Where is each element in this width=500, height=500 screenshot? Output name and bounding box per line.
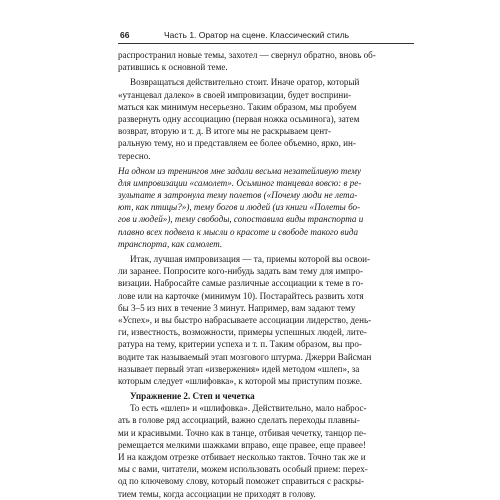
text-line: ремещается мелкими шажками вправо, еще правее, еще правее! (118, 439, 366, 450)
text-line: плавно всех подвела к мысли о красоте и свободе такого вида (118, 226, 359, 237)
text-line: «утанцевал далеко» в своей импровизации, будет восприни- (118, 89, 352, 100)
text-line: од по ключевому слову, который поможет справиться с раскры- (118, 476, 364, 487)
text-line: возврат, вторую и т. д. В итоге мы не раскрываем цент- (118, 126, 332, 137)
paragraph-3 (118, 253, 414, 387)
text-line: ли заранее. Попросите кого-нибудь задать вам тему для импро- (118, 266, 363, 277)
body-text (118, 49, 414, 500)
running-header (118, 29, 414, 44)
text-line: которым следует «шлифовка», к которой мы приступим позже. (118, 375, 363, 386)
text-line: распространил новые темы, захотел — свернул обратно, вновь об- (118, 50, 376, 60)
text-line: транспорта, как самолет. (118, 238, 223, 249)
text-line: визации. Набросайте самые различные ассоциации к теме в го- (118, 278, 364, 289)
paragraph-2 (118, 76, 414, 161)
text-line: Возвращаться действительно стоит. Иначе оратор, который (130, 77, 360, 88)
text-line: На одном из тренингов мне задали весьма незатейливую тему (118, 165, 361, 176)
paragraph-4 (118, 402, 414, 500)
text-line: бы 3–5 из них в течение 3 минут. Например, вам задают тему (118, 302, 356, 313)
italic-example-block (118, 165, 414, 250)
text-line: ги, известность, возможности, примеры успешных людей, лите- (118, 327, 367, 338)
text-line: тересно. (118, 150, 151, 161)
text-line: тием темы, когда ассоциации не приходят в голову. (118, 488, 316, 499)
text-line: ратура на тему, критерии успеха и т. п. Таким образом, вы про- (118, 339, 362, 350)
text-line: маться как минимум несерьезно. Таким образом, мы пробуем (118, 101, 357, 112)
text-line: водите так называемый этап мозгового штурма. Джерри Вайсман (118, 351, 372, 362)
exercise-heading: Упражнение 2. Степ и чечетка (130, 391, 255, 402)
text-line: ральную тему, но и представляем ее более объемно, ярко, ин- (118, 138, 356, 149)
text-line: ать в голове ряд ассоциаций, важно сделать переходы плавны- (118, 415, 360, 426)
text-line: То есть «шлеп» и «шлифовка». Действительно, мало наброс- (130, 403, 367, 414)
text-line: И на каждом отрезке отбивает несколько тактов. Точно так же и (118, 452, 366, 462)
text-line: «Успех», и вы быстро набрасываете ассоциации лидерство, день- (118, 314, 372, 325)
text-line: зультате я затронула тему полетов («Почему люди не лета- (118, 190, 358, 201)
text-line: ют, как птицы?»), тему богов и людей (из книги «Полеты бо- (118, 202, 361, 213)
text-line: лове или на карточке (минимум 10). Постарайтесь развить хотя (118, 290, 364, 301)
text-line: для импровизации «самолет». Осьминог танцевал вовсю: в ре- (118, 177, 362, 188)
text-line: Итак, лучшая импровизация — та, приемы которой вы освои- (130, 254, 371, 264)
page-number: 66 (120, 30, 130, 40)
text-line: называет первый этап «извержения» идей методом «шлеп», за (118, 363, 360, 374)
text-line: мы с вами, читатели, можем использовать особый прием: перех- (118, 464, 368, 475)
text-line: ми и красивыми. Точно как в танце, отбивая чечетку, танцор пе- (118, 427, 367, 438)
text-line: развернуть одну ассоциацию (первая ножка осьминога), затем (118, 113, 360, 124)
running-title: Часть 1. Оратор на сцене. Классический стиль (164, 30, 350, 40)
text-line: гов и людей»), тему свободы, сопоставила виды транспорта и (118, 214, 364, 225)
paragraph-1 (118, 49, 414, 73)
text-line: ратившись к основной теме. (118, 62, 228, 73)
